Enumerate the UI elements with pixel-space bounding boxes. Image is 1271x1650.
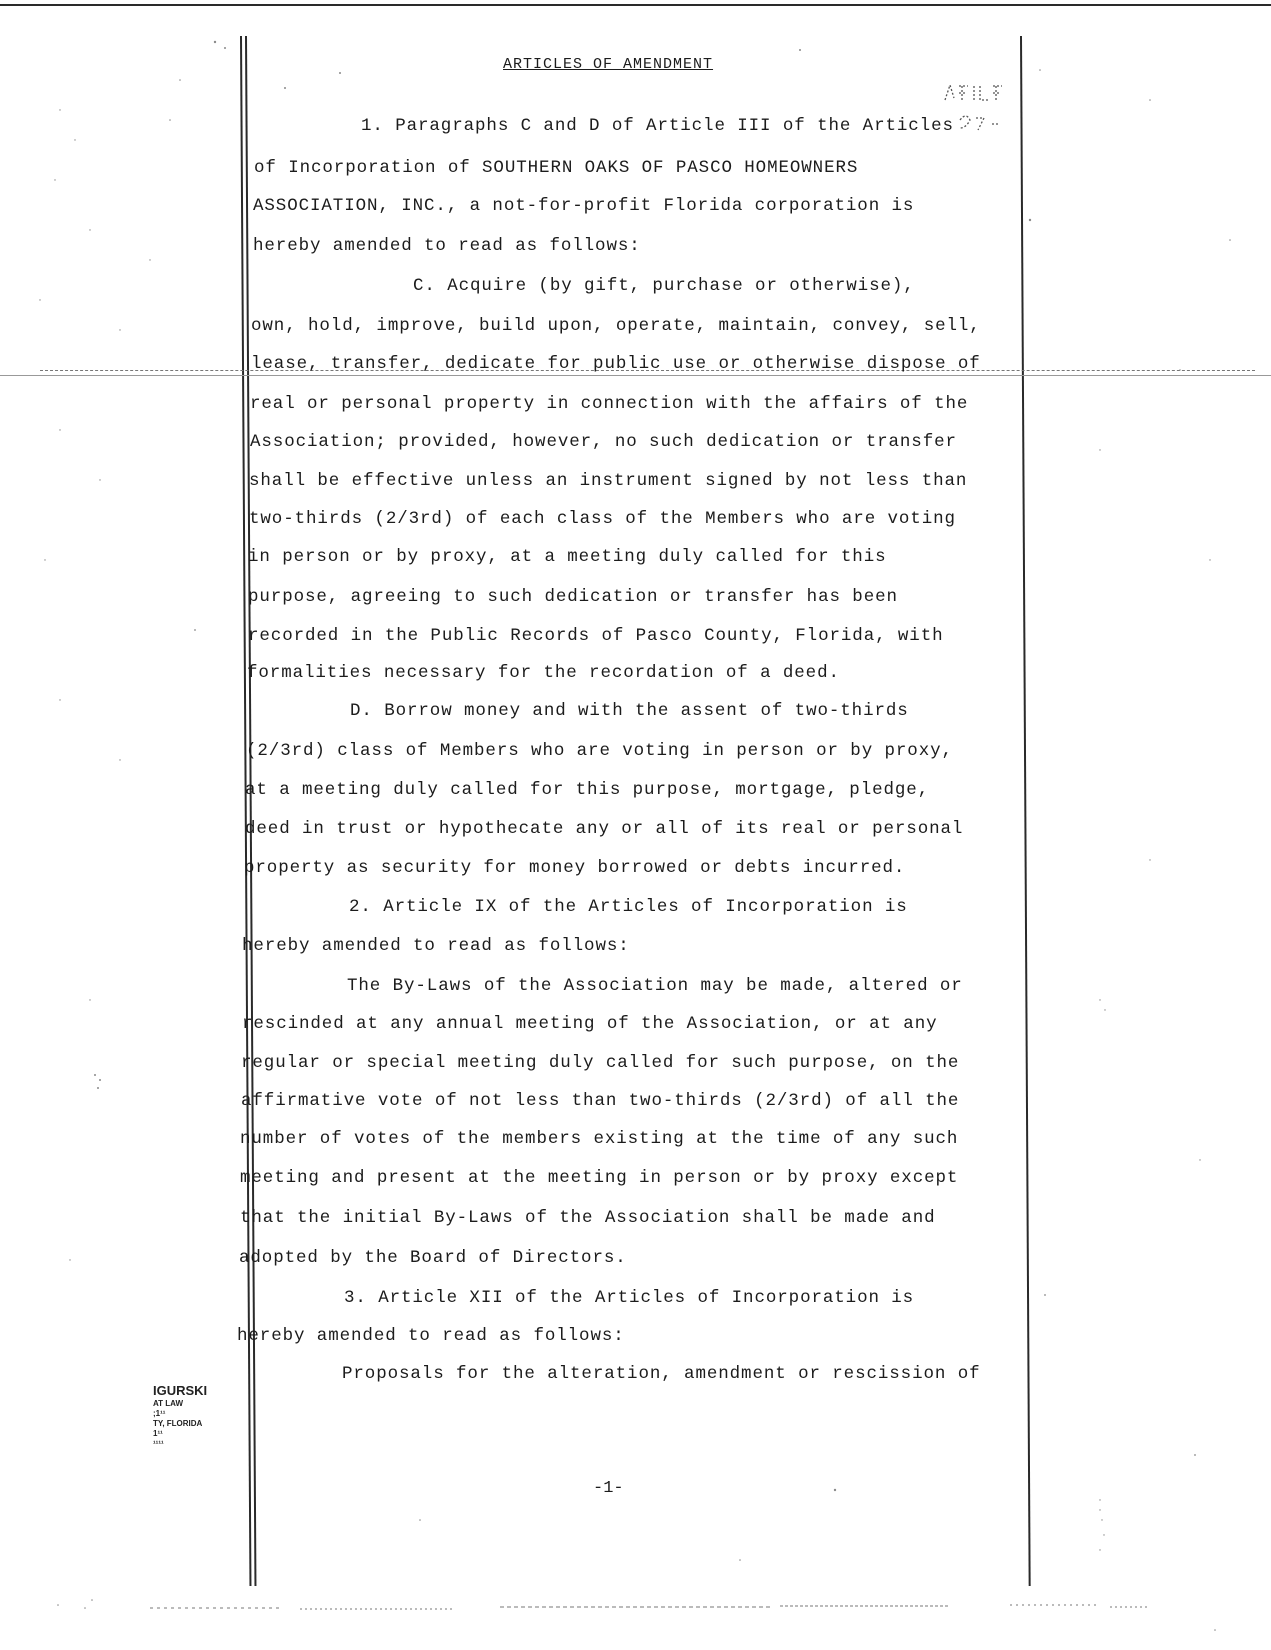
text-line: D. Borrow money and with the assent of two-thirds [350, 701, 909, 721]
fold-line-shadow [0, 375, 1271, 376]
text-line: 2. Article IX of the Articles of Incorporation is [349, 897, 908, 917]
text-line: property as security for money borrowed or debts incurred. [244, 858, 906, 878]
text-line: hereby amended to read as follows: [237, 1326, 625, 1346]
text-line: formalities necessary for the recordation of a deed. [247, 663, 840, 683]
filed-stamp-mark [940, 80, 1060, 170]
text-line: purpose, agreeing to such dedication or transfer has been [248, 587, 898, 607]
text-line: The By-Laws of the Association may be made, altered or [347, 976, 963, 996]
text-line: at a meeting duly called for this purpose, mortgage, pledge, [245, 780, 930, 800]
text-line: deed in trust or hypothecate any or all of its real or personal [245, 819, 964, 839]
stamp-line: ;1¹¹ [153, 1409, 166, 1419]
text-line: adopted by the Board of Directors. [239, 1248, 627, 1268]
top-border-line [0, 4, 1271, 6]
text-line: ASSOCIATION, INC., a not-for-profit Florida corporation is [253, 196, 915, 216]
right-margin-rule [1020, 36, 1031, 1586]
text-line: Proposals for the alteration, amendment or rescission of [342, 1364, 981, 1384]
text-line: that the initial By-Laws of the Association shall be made and [240, 1208, 936, 1228]
text-line: recorded in the Public Records of Pasco County, Florida, with [248, 626, 944, 646]
stamp-line: ¹¹¹¹ [153, 1439, 164, 1449]
text-line: meeting and present at the meeting in person or by proxy except [240, 1168, 959, 1188]
stamp-name: IGURSKI [153, 1383, 208, 1398]
text-line: two-thirds (2/3rd) of each class of the Members who are voting [249, 509, 956, 529]
text-line: hereby amended to read as follows: [242, 936, 630, 956]
text-line: hereby amended to read as follows: [253, 236, 641, 256]
text-line: 3. Article XII of the Articles of Incorporation is [344, 1288, 915, 1308]
text-line: rescinded at any annual meeting of the Association, or at any [242, 1014, 938, 1034]
document-title: ARTICLES OF AMENDMENT [503, 56, 714, 73]
text-line: of Incorporation of SOUTHERN OAKS OF PASCO HOMEOWNERS [254, 158, 859, 178]
stamp-line: TY, FLORIDA [153, 1419, 203, 1429]
text-line: (2/3rd) class of Members who are voting in person or by proxy, [246, 741, 953, 761]
text-line: real or personal property in connection with the affairs of the [250, 394, 969, 414]
attorney-margin-stamp [153, 1383, 207, 1449]
text-line: C. Acquire (by gift, purchase or otherwise), [413, 276, 915, 296]
text-line: in person or by proxy, at a meeting duly called for this [248, 547, 887, 567]
stamp-line: AT LAW [153, 1399, 184, 1409]
stamp-line: 1¹¹ [153, 1429, 163, 1439]
text-line: lease, transfer, dedicate for public use or otherwise dispose of [251, 354, 981, 374]
text-line: Association; provided, however, no such dedication or transfer [250, 432, 957, 452]
text-line: 1. Paragraphs C and D of Article III of the Articles [361, 116, 954, 136]
text-line: shall be effective unless an instrument signed by not less than [249, 471, 968, 491]
page-number: -1- [593, 1479, 624, 1498]
text-line: regular or special meeting duly called for such purpose, on the [241, 1053, 960, 1073]
text-line: affirmative vote of not less than two-thirds (2/3rd) of all the [241, 1091, 960, 1111]
text-line: number of votes of the members existing at the time of any such [240, 1129, 959, 1149]
text-line: own, hold, improve, build upon, operate, maintain, convey, sell, [251, 316, 981, 336]
